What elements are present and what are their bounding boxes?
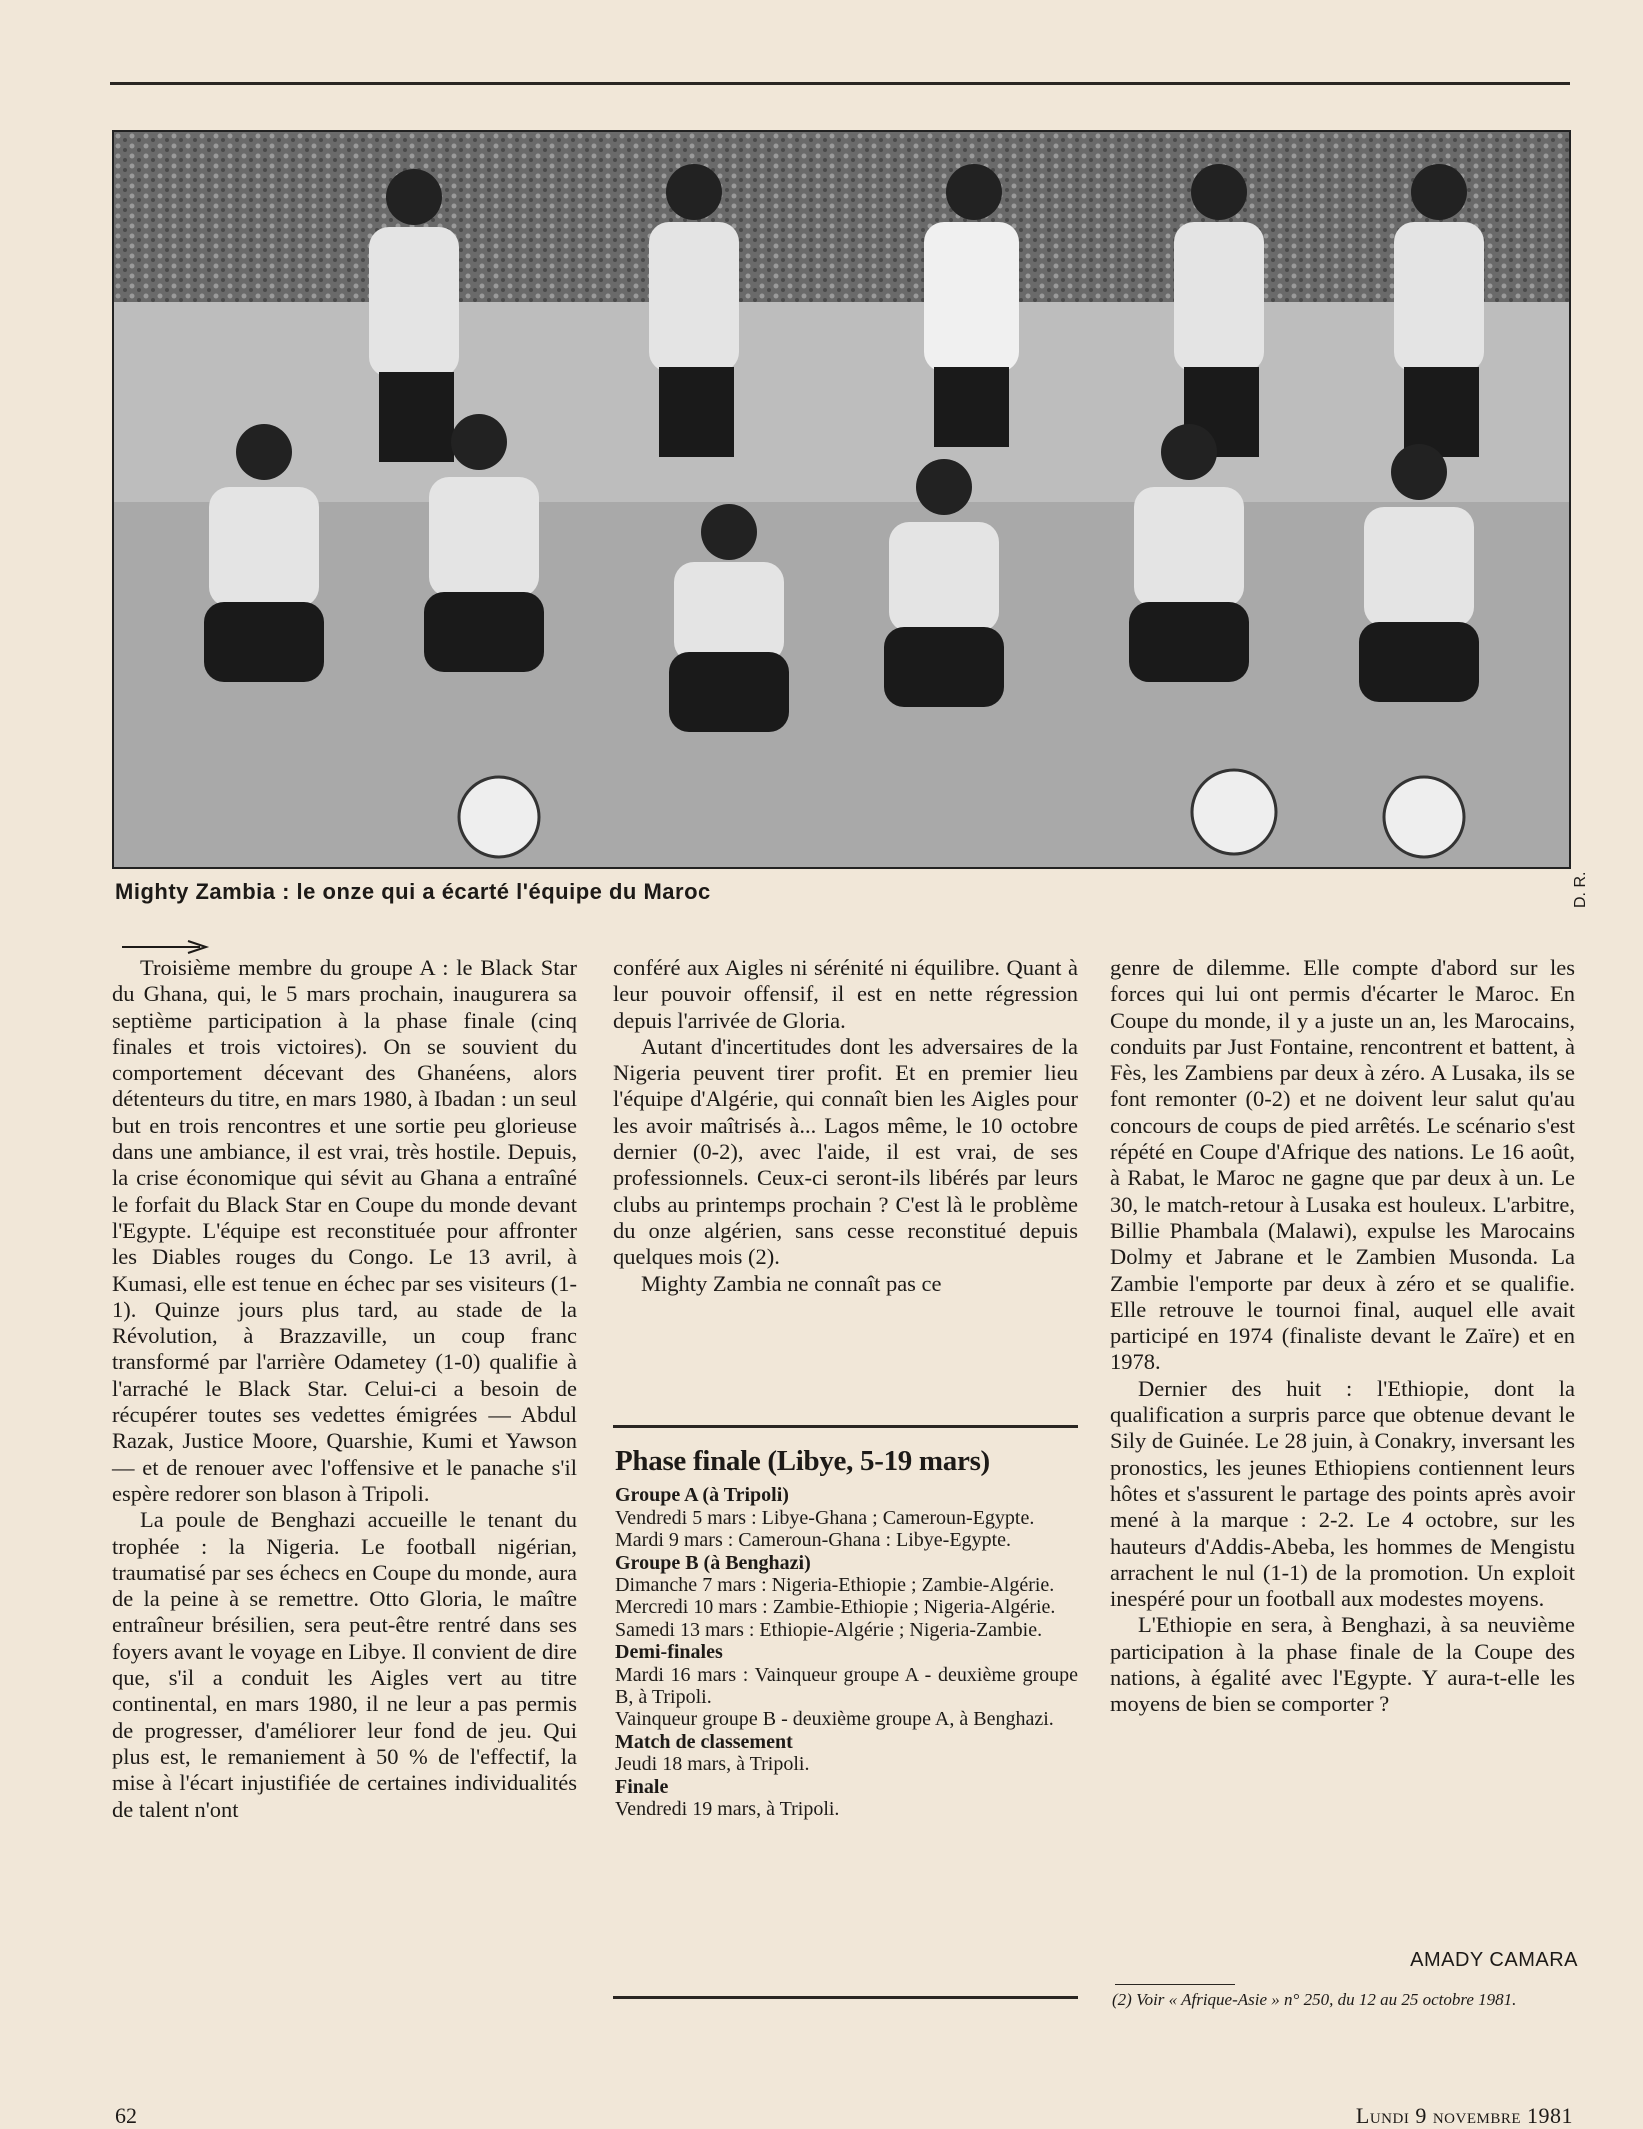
semifinals-heading: Demi-finales xyxy=(615,1641,723,1664)
schedule-box-bottom-rule xyxy=(613,1996,1078,1999)
continuation-arrow-icon xyxy=(120,938,210,956)
issue-date: Lundi 9 novembre 1981 xyxy=(1355,2103,1573,2128)
paragraph: La poule de Benghazi accueille le tenant du trophée : la Nigeria. Le football nigérian, traumatisé par ses échecs en Coupe du monde, aura de la peine à se remettre. Otto Gloria, le maître entraîneur brésilien, sera peut-être rentré dans ses foyers avant le voyage en Libye. Il convient de dire que, s'il a conduit les Aigles vert au titre continental, en mars 1980, il ne leur a pas permis de progresser, d'améliorer leur fond de jeu. Qui plus est, le remaniement à 50 % de l'effectif, la mise à l'écart injustifiée de certaines individualités de talent n'ont xyxy=(112,1507,577,1822)
page-number: 62 xyxy=(115,2103,137,2128)
photo-credit: D. R. xyxy=(1572,871,1589,909)
footnote-rule xyxy=(1115,1984,1235,1985)
photo-caption: Mighty Zambia : le onze qui a écarté l'équipe du Maroc xyxy=(115,879,711,904)
final-heading: Finale xyxy=(615,1775,669,1798)
paragraph: conféré aux Aigles ni sérénité ni équilibre. Quant à leur pouvoir offensif, il est en nette régression depuis l'arrivée de Gloria. xyxy=(613,955,1078,1033)
article-column-3 xyxy=(1110,955,1575,1718)
group-a-heading: Groupe A (à Tripoli) xyxy=(615,1484,789,1507)
schedule-box xyxy=(613,1425,1078,1821)
team-photo xyxy=(112,130,1571,869)
top-rule xyxy=(110,82,1570,85)
schedule-line: Mardi 9 mars : Cameroun-Ghana : Libye-Egypte. xyxy=(615,1529,1011,1552)
paragraph: Troisième membre du groupe A : le Black Star du Ghana, qui, le 5 mars prochain, inaugurera sa septième participation à la phase finale (cinq finales et trois victoires). On se souvient du comportement décevant des Ghanéens, alors détenteurs du titre, en mars 1980, à Ibadan : un seul but en trois rencontres et une sortie peu glorieuse dans une ambiance, il est vrai, très hostile. Depuis, la crise économique qui sévit au Ghana a entraîné le forfait du Black Star en Coupe du monde devant l'Egypte. L'équipe est reconstituée pour affronter les Diables rouges du Congo. Le 13 avril, à Kumasi, elle est tenue en échec par ses visiteurs (1-1). Quinze jours plus tard, au stade de la Révolution, à Brazzaville, un coup franc transformé par l'arrière Odametey (1-0) qualifie à l'arraché le Black Star. Celui-ci a besoin de récupérer toutes ses vedettes émigrées — Abdul Razak, Justice Moore, Quarshie, Kumi et Yawson — et de renouer avec l'offensive et le panache s'il espère redorer son blason à Tripoli. xyxy=(112,955,577,1506)
paragraph: genre de dilemme. Elle compte d'abord sur les forces qui lui ont permis d'écarter le Maroc. En Coupe du monde, il y a juste un an, les Marocains, conduits par Just Fontaine, rencontrent et battent, à Fès, les Zambiens par deux à zéro. A Lusaka, ils se font remonter (0-2) et ne doivent leur salut qu'au concours de coups de pied arrêtés. Le scénario s'est répété en Coupe d'Afrique des nations. Le 16 août, à Rabat, le Maroc ne gagne que par deux à un. Le 30, le match-retour à Lusaka est houleux. L'arbitre, Billie Phambala (Malawi), expulse les Marocains Dolmy et Jabrane et le Zambien Musonda. La Zambie l'emporte par deux à zéro et se qualifie. Elle retrouve le tournoi final, auquel elle avait participé en 1974 (finaliste devant le Zaïre) et en 1978. xyxy=(1110,955,1575,1375)
schedule-title: Phase finale (Libye, 5-19 mars) xyxy=(615,1445,990,1477)
paragraph: Dernier des huit : l'Ethiopie, dont la qualification a surpris parce que obtenue devant le Sily de Guinée. Le 28 juin, à Conakry, inversant les pronostics, les jeunes Ethiopiens contiennent leurs hôtes et s'assurent le partage des points après avoir mené à la marque : 2-2. Le 4 octobre, sur les hauteurs d'Addis-Abeba, les hommes de Mengistu arrachent le nul (1-1) de la promotion. Un exploit inespéré pour un football aux modestes moyens. xyxy=(1110,1375,1575,1612)
schedule-line: Vainqueur groupe B - deuxième groupe A, à Benghazi. xyxy=(615,1708,1054,1731)
classification-heading: Match de classement xyxy=(615,1730,793,1753)
article-column-1 xyxy=(112,955,577,1823)
article-column-2 xyxy=(613,955,1078,1297)
schedule-line: Mercredi 10 mars : Zambie-Ethiopie ; Nigeria-Algérie. xyxy=(615,1596,1056,1619)
group-b-heading: Groupe B (à Benghazi) xyxy=(615,1551,811,1574)
paragraph: Mighty Zambia ne connaît pas ce xyxy=(641,1270,942,1296)
footnote: (2) Voir « Afrique-Asie » n° 250, du 12 au 25 octobre 1981. xyxy=(1112,1990,1517,2009)
schedule-line: Mardi 16 mars : Vainqueur groupe A - deuxième groupe B, à Tripoli. xyxy=(615,1663,1078,1709)
schedule-line: Vendredi 5 mars : Libye-Ghana ; Cameroun-Egypte. xyxy=(615,1506,1035,1529)
author-signature: AMADY CAMARA xyxy=(1410,1949,1578,1971)
schedule-line: Dimanche 7 mars : Nigeria-Ethiopie ; Zambie-Algérie. xyxy=(615,1574,1055,1597)
paragraph: L'Ethiopie en sera, à Benghazi, à sa neuvième participation à la phase finale de la Coupe des nations, à égalité avec l'Egypte. Y aura-t-elle les moyens de bien se comporter ? xyxy=(1110,1612,1575,1717)
schedule-line: Vendredi 19 mars, à Tripoli. xyxy=(615,1798,840,1821)
paragraph: Autant d'incertitudes dont les adversaires de la Nigeria peuvent tirer profit. Et en premier lieu l'équipe d'Algérie, qui connaît bien les Aigles pour les avoir maîtrisés à... Lagos même, le 10 octobre dernier (0-2), avec l'aide, il est vrai, de ses professionnels. Ceux-ci seront-ils libérés par leurs clubs au printemps prochain ? C'est là le problème du onze algérien, sans cesse reconstitué depuis quelques mois (2). xyxy=(613,1033,1078,1270)
schedule-line: Samedi 13 mars : Ethiopie-Algérie ; Nigeria-Zambie. xyxy=(615,1618,1043,1641)
schedule-line: Jeudi 18 mars, à Tripoli. xyxy=(615,1753,810,1776)
